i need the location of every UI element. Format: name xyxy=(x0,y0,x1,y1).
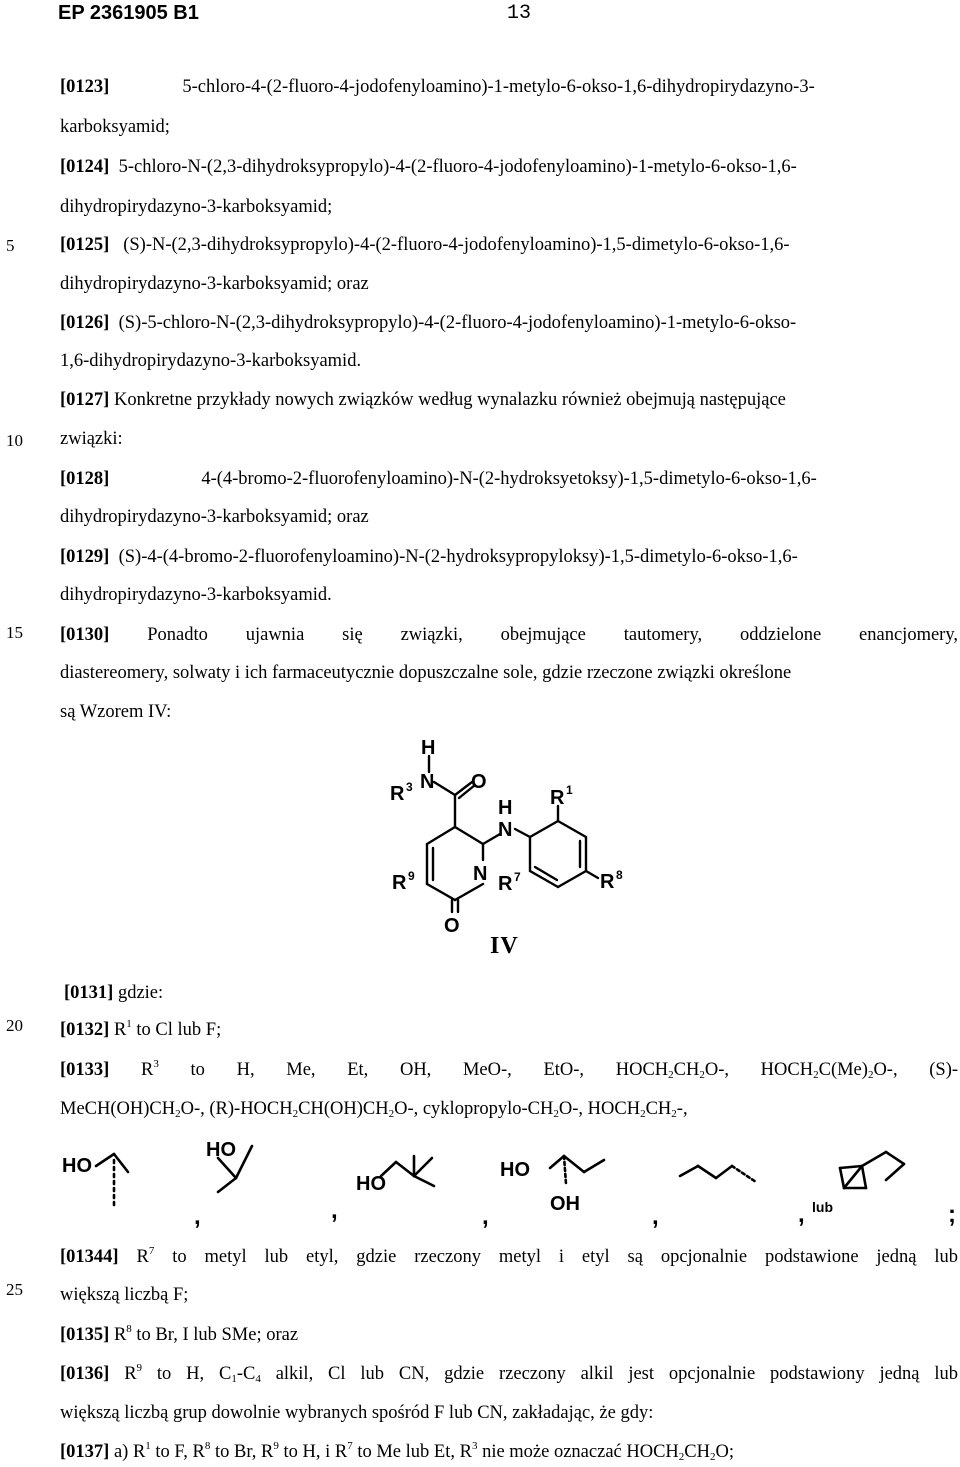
paragraph-text: 4-(4-bromo-2-fluorofenyloamino)-N-(2-hydroksyetoksy)-1,5-dimetylo-6-okso-1,6- xyxy=(201,469,817,489)
paragraph-0127 xyxy=(60,385,958,415)
paragraph-text: (S)-N-(2,3-dihydroksypropylo)-4-(2-fluoro-4-jodofenyloamino)-1,5-dimetylo-6-okso-1,6- xyxy=(123,235,790,255)
s2-comma: , xyxy=(331,1197,338,1224)
paragraph-0128-line2: dihydropirydazyno-3-karboksyamid; oraz xyxy=(60,507,369,527)
paragraph-0123-line2: karboksyamid; xyxy=(60,117,170,137)
lub-label: lub xyxy=(812,1199,833,1215)
atom-r8-superscript: 8 xyxy=(616,868,623,882)
line-number-25: 25 xyxy=(6,1280,23,1299)
paragraph-0125 xyxy=(60,230,958,260)
formula-label: IV xyxy=(490,933,519,959)
paragraph-0130-line3: są Wzorem IV: xyxy=(60,702,172,722)
paragraph-0131 xyxy=(64,978,960,1008)
line-number-5: 5 xyxy=(6,236,15,255)
paragraph-0128 xyxy=(60,464,958,494)
paragraph-0129-line2: dihydropirydazyno-3-karboksyamid. xyxy=(60,585,332,605)
s1-comma: , xyxy=(194,1203,201,1230)
paragraph-ref: [0135] xyxy=(60,1325,110,1345)
atom-o-ring: O xyxy=(444,915,460,937)
paragraph-ref: [0129] xyxy=(60,547,110,567)
line-number-20: 20 xyxy=(6,1016,23,1035)
s4-oh-label: OH xyxy=(550,1193,580,1215)
substituent-structures xyxy=(56,1132,960,1232)
paragraph-0126 xyxy=(60,308,958,338)
atom-r7-superscript: 7 xyxy=(514,870,521,884)
paragraph-0123 xyxy=(60,72,958,102)
atom-r3: R xyxy=(390,783,405,805)
atom-r1-superscript: 1 xyxy=(566,783,573,797)
paragraph-0136-line2: większą liczbą grup dowolnie wybranych spośród F lub CN, zakładając, że gdy: xyxy=(60,1403,654,1423)
s4-ho-label: HO xyxy=(500,1159,530,1181)
s4-comma: , xyxy=(652,1203,659,1230)
paragraph-ref: [0133] xyxy=(60,1060,110,1080)
paragraph-text: to Br, I lub SMe; oraz xyxy=(136,1325,299,1345)
atom-r1: R xyxy=(550,787,565,809)
paragraph-ref: [0125] xyxy=(60,235,110,255)
paragraph-0127-line2: związki: xyxy=(60,429,123,449)
paragraph-text: (S)-4-(4-bromo-2-fluorofenyloamino)-N-(2-hydroksypropyloksy)-1,5-dimetylo-6-okso-1,6- xyxy=(118,547,798,567)
paragraph-ref: [0126] xyxy=(60,313,110,333)
atom-r8: R xyxy=(600,871,615,893)
patent-number: EP 2361905 B1 xyxy=(58,2,199,24)
paragraph-01344: [01344] $R^7$ to metyl lub etyl, gdzie rzeczony metyl i etyl są opcjonalnie podstawione jedną lub xyxy=(60,1245,958,1267)
paragraph-ref: [0123] xyxy=(60,77,110,97)
paragraph-ref: [0130] xyxy=(60,625,110,645)
atom-r9-superscript: 9 xyxy=(408,869,415,883)
atom-o-amide: O xyxy=(471,771,487,793)
paragraph-0137: [0137] a) $R^1$ to F, $R^8$ to Br, $R^9$ to H, i $R^7$ to Me lub Et, $R^3$ nie może oznaczać $HOCH_2CH_2O$; xyxy=(60,1440,734,1463)
atom-h-nh: H xyxy=(498,797,513,819)
s1-ho-label: HO xyxy=(62,1155,92,1177)
paragraph-0133: [0133] $R^3$ to H, Me, Et, OH, MeO-, EtO-, $HOCH_2CH_2O-$, $HOCH_2C(Me)_2O-$, (S)- xyxy=(60,1058,959,1081)
paragraph-0132: [0132] $R^1$ to Cl lub F; xyxy=(60,1018,222,1040)
paragraph-0124-line2: dihydropirydazyno-3-karboksyamid; xyxy=(60,197,333,217)
s2-ho-label: HO xyxy=(206,1139,236,1161)
atom-r3-superscript: 3 xyxy=(406,780,413,794)
paragraph-0124 xyxy=(60,152,958,182)
paragraph-0130-line2: diastereomery, solwaty i ich farmaceutycznie dopuszczalne sole, gdzie rzeczone związki określone xyxy=(60,663,792,683)
s3-ho-label: HO xyxy=(356,1173,386,1195)
paragraph-text: Konkretne przykłady nowych związków według wynalazku również obejmują następujące xyxy=(113,390,786,410)
s3-comma: , xyxy=(482,1203,489,1230)
substituents-semicolon: ; xyxy=(948,1201,956,1228)
paragraph-ref: [0132] xyxy=(60,1020,110,1040)
paragraph-ref: [0131] xyxy=(64,983,114,1003)
paragraph-ref: [01344] xyxy=(60,1247,119,1267)
paragraph-text: gdzie: xyxy=(117,983,164,1003)
paragraph-ref: [0124] xyxy=(60,157,110,177)
atom-n-ring: N xyxy=(473,863,488,885)
paragraph-0130 xyxy=(60,620,958,650)
paragraph-0135: [0135] $R^8$ to Br, I lub SMe; oraz xyxy=(60,1323,299,1345)
paragraph-ref: [0137] xyxy=(60,1442,110,1462)
line-number-10: 10 xyxy=(6,431,23,450)
atom-h: H xyxy=(421,737,436,759)
paragraph-0129 xyxy=(60,542,958,572)
paragraph-0136: [0136] $R^9$ to H, $C_1-C_4$ alkil, Cl lub CN, gdzie rzeczony alkil jest opcjonalnie podstawiony jedną lub xyxy=(60,1362,959,1385)
atom-n-amide: N xyxy=(420,771,435,793)
paragraph-text: to Cl lub F; xyxy=(136,1020,222,1040)
page-number: 13 xyxy=(507,2,532,25)
paragraph-01344-line2: większą liczbą F; xyxy=(60,1285,189,1305)
atom-r9: R xyxy=(392,872,407,894)
paragraph-text: Ponadto ujawnia się związki, obejmujące tautomery, oddzielone enancjomery, xyxy=(147,625,959,645)
paragraph-0126-line2: 1,6-dihydropirydazyno-3-karboksyamid. xyxy=(60,351,362,371)
paragraph-text: 5-chloro-4-(2-fluoro-4-jodofenyloamino)-1-metylo-6-okso-1,6-dihydropirydazyno-3- xyxy=(182,77,815,97)
paragraph-0133-line2: $MeCH(OH)CH_2O-$, $(R)-HOCH_2CH(OH)CH_2O-$, cyklopropylo-$CH_2O-$, $HOCH_2CH_2-$, xyxy=(60,1099,688,1120)
atom-r7: R xyxy=(498,873,513,895)
paragraph-text: to metyl lub etyl, gdzie rzeczony metyl i etyl są opcjonalnie podstawione jedną lub xyxy=(172,1247,958,1267)
atom-n-nh: N xyxy=(498,819,513,841)
paragraph-ref: [0127] xyxy=(60,390,110,410)
s5-comma: , xyxy=(798,1201,805,1228)
paragraph-0125-line2: dihydropirydazyno-3-karboksyamid; oraz xyxy=(60,274,369,294)
paragraph-text: 5-chloro-N-(2,3-dihydroksypropylo)-4-(2-fluoro-4-jodofenyloamino)-1-metylo-6-okso-1,6- xyxy=(118,157,797,177)
paragraph-text: (S)-5-chloro-N-(2,3-dihydroksypropylo)-4-(2-fluoro-4-jodofenyloamino)-1-metylo-6-okso- xyxy=(118,313,797,333)
line-number-15: 15 xyxy=(6,623,23,642)
paragraph-ref: [0128] xyxy=(60,469,110,489)
paragraph-ref: [0136] xyxy=(60,1364,110,1384)
